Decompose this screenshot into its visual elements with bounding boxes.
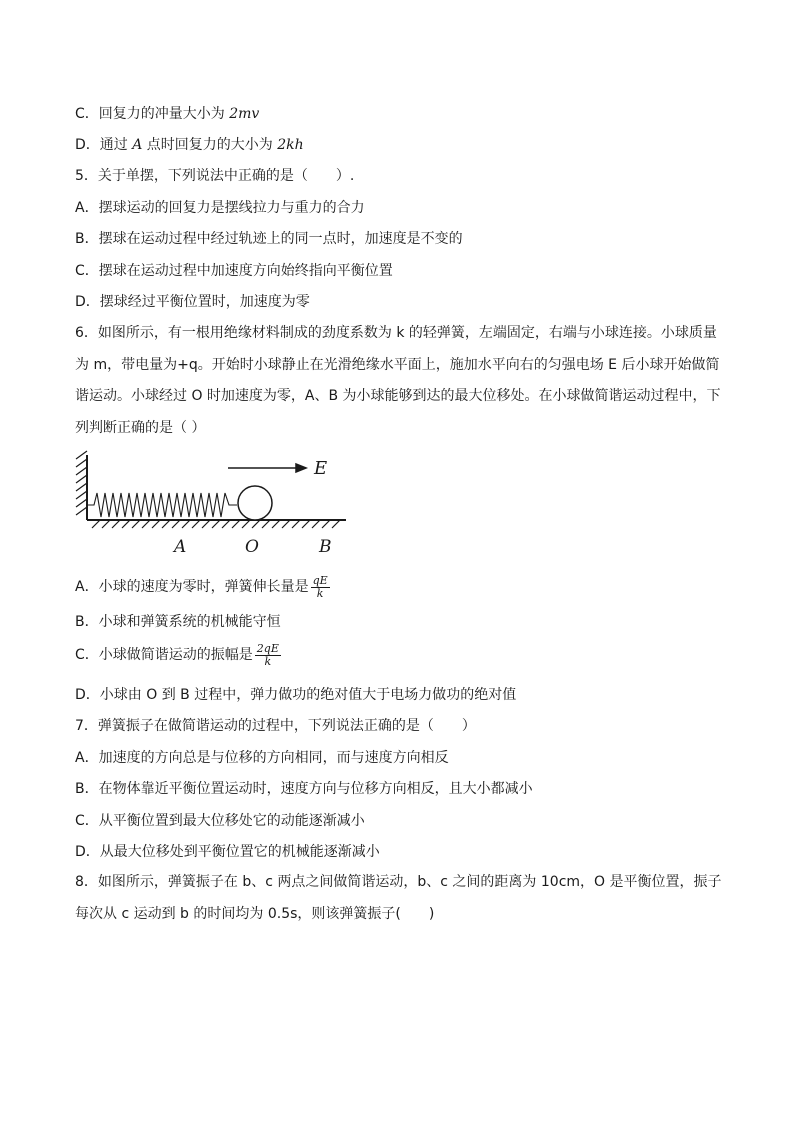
- field-label: E: [314, 458, 328, 479]
- q4-option-d-point: A: [132, 137, 143, 153]
- q6-option-c: [75, 642, 281, 668]
- q4-option-c-formula: 2mv: [229, 106, 260, 122]
- ball: [238, 486, 272, 520]
- q4-option-d-formula: 2kh: [277, 137, 304, 153]
- q5-option-b: B．摆球在运动过程中经过轨迹上的同一点时，加速度是不变的: [75, 231, 463, 247]
- spring: [87, 493, 237, 517]
- q5-option-a: A．摆球运动的回复力是摆线拉力与重力的合力: [75, 200, 365, 216]
- point-b-label: B: [319, 537, 332, 557]
- q4-option-d-text: D．通过: [75, 137, 133, 153]
- q6-option-a-numerator: qE: [312, 573, 328, 587]
- q6-option-c-text: C．小球做简谐运动的振幅是: [75, 647, 253, 663]
- q6-option-a-fraction: [311, 575, 330, 600]
- q5-stem: 5．关于单摆，下列说法中正确的是（ ）.: [75, 168, 355, 184]
- q7-stem: 7．弹簧振子在做简谐运动的过程中，下列说法正确的是（ ）: [75, 718, 476, 734]
- fixed-wall: [76, 451, 87, 520]
- q6-option-b: B．小球和弹簧系统的机械能守恒: [75, 614, 281, 630]
- q6-option-a: [75, 574, 330, 600]
- q7-option-d: D．从最大位移处到平衡位置它的机械能逐渐减小: [75, 844, 380, 860]
- q5-option-d: D．摆球经过平衡位置时，加速度为零: [75, 294, 310, 310]
- q6-option-a-denominator: k: [316, 586, 324, 600]
- q6-option-d: D．小球由 O 到 B 过程中，弹力做功的绝对值大于电场力做功的绝对值: [75, 687, 517, 703]
- q7-option-c: C．从平衡位置到最大位移处它的动能逐渐减小: [75, 813, 365, 829]
- q6-option-c-denominator: k: [264, 654, 272, 668]
- field-arrow: [228, 464, 306, 472]
- q7-option-b: B．在物体靠近平衡位置运动时，速度方向与位移方向相反，且大小都减小: [75, 781, 533, 797]
- q4-option-c: [75, 104, 259, 124]
- q6-option-c-fraction: [255, 643, 281, 668]
- q6-figure: [70, 445, 360, 560]
- point-o-label: O: [245, 537, 259, 557]
- q8-stem: 8．如图所示，弹簧振子在 b、c 两点之间做简谐运动，b、c 之间的距离为 10cm，O 是平衡位置，振子每次从 c 运动到 b 的时间均为 0.5s，则该弹簧振子( ): [75, 874, 722, 922]
- ground: [87, 520, 346, 528]
- point-a-label: A: [174, 537, 187, 557]
- q4-option-c-text: C．回复力的冲量大小为: [75, 106, 230, 122]
- q4-option-d: [75, 135, 304, 155]
- q7-option-a: A．加速度的方向总是与位移的方向相同，而与速度方向相反: [75, 750, 449, 766]
- q4-option-d-text-2: 点时回复力的大小为: [142, 137, 278, 153]
- q6-option-a-text: A．小球的速度为零时，弹簧伸长量是: [75, 579, 309, 595]
- q6-stem: 6．如图所示，有一根用绝缘材料制成的劲度系数为 k 的轻弹簧，左端固定，右端与小球连接。小球质量为 m，带电量为+q。开始时小球静止在光滑绝缘水平面上，施加水平向右的匀强电场 E 后小球开始做简谐运动。小球经过 O 时加速度为零，A、B 为小球能够到达的最大位移处。在小球做简谐运动过程中，下列判断正确的是（ ）: [75, 325, 721, 436]
- q6-option-c-numerator: 2qE: [256, 641, 279, 655]
- q5-option-c: C．摆球在运动过程中加速度方向始终指向平衡位置: [75, 263, 393, 279]
